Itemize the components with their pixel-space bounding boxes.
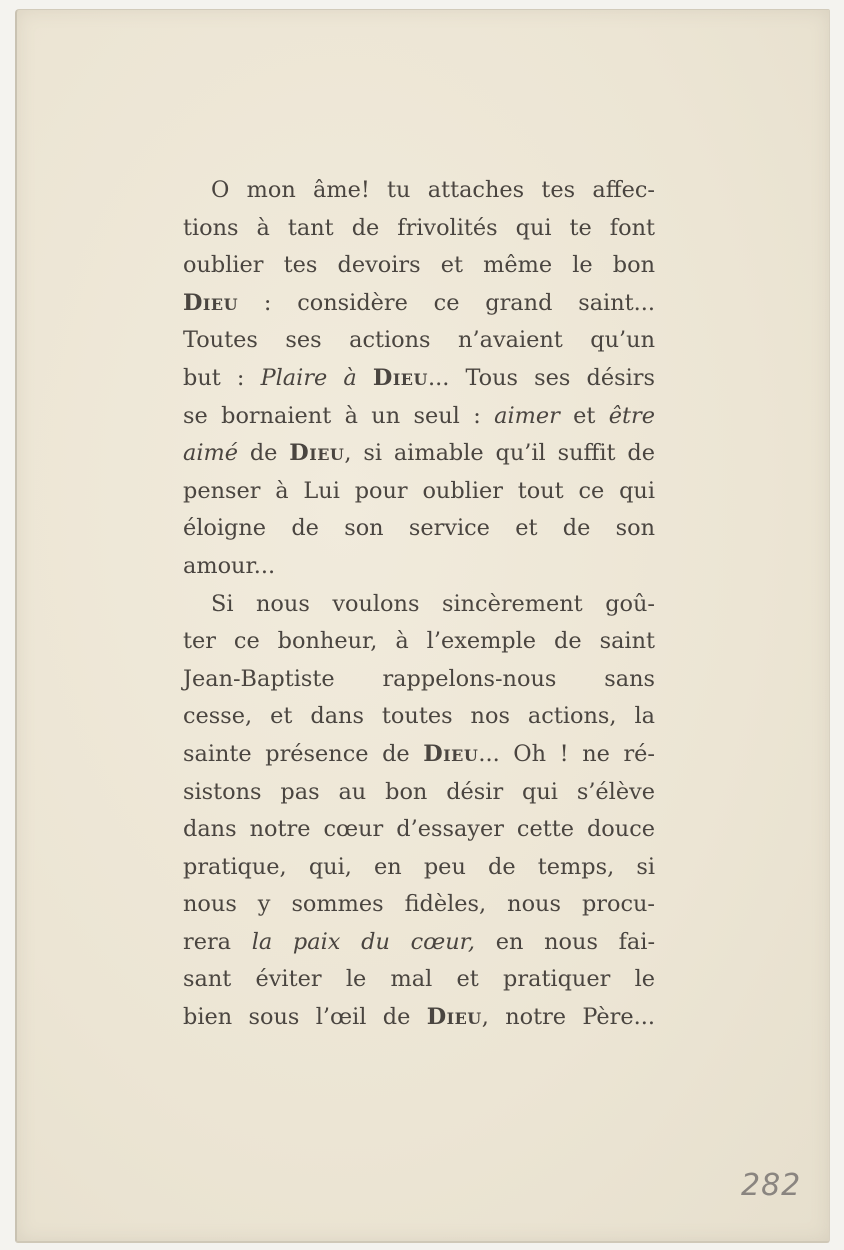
text-run: O mon âme! tu attaches (211, 177, 542, 203)
text-run: Si nous voulons sincèrement goû- (211, 590, 655, 617)
divine-name: Dieu (372, 364, 428, 391)
text-run: pratique, qui, en peu de temps, si (183, 853, 655, 880)
text-run: Jean-Baptiste rappelons-nous sans (183, 665, 655, 692)
text-line (183, 285, 655, 323)
text-run: ... Oh ! ne ré- (478, 740, 655, 767)
text-run: bien sous l’œil de (183, 1004, 427, 1031)
divine-name: Dieu (426, 1004, 482, 1031)
text-run: nous y sommes fidèles, nous procu- (183, 891, 655, 918)
text-run: et (559, 402, 609, 429)
text-run: sainte présence de (183, 740, 424, 767)
italic-run: aimé (183, 440, 238, 467)
text-run: se bornaient à un seul : (183, 402, 495, 429)
text-run: sant éviter le mal et pratiquer le (183, 966, 655, 993)
page-number: 282 (741, 1168, 802, 1203)
text-line (183, 774, 655, 812)
text-line (183, 548, 655, 586)
text-line (183, 661, 655, 699)
text-run: ter ce bonheur, à l’exemple de saint (183, 628, 655, 655)
text-run: tes affec- (541, 177, 655, 203)
text-run: : considère ce grand saint... (238, 289, 655, 316)
italic-run: être (608, 402, 655, 429)
text-line (183, 999, 655, 1037)
text-run: oublier tes devoirs et même le bon (183, 252, 655, 279)
text-line (183, 736, 655, 774)
text-line (183, 473, 655, 511)
text-line (183, 322, 655, 360)
text-run: tions à tant de frivolités qui te font (183, 214, 655, 241)
text-run: amour... (183, 552, 276, 579)
text-run: , si aimable qu’il suffit de (344, 440, 655, 467)
text-run: éloigne de son service et de son (183, 515, 655, 542)
text-line (183, 698, 655, 736)
text-line (183, 398, 655, 436)
divine-name: Dieu (423, 740, 479, 767)
text-run: sistons pas au bon désir qui s’élève (183, 778, 655, 805)
text-line (183, 247, 655, 285)
body-text (183, 172, 655, 1037)
text-run: de (238, 440, 290, 467)
text-line (183, 811, 655, 849)
text-run (357, 365, 373, 391)
text-line (183, 586, 655, 624)
text-run: dans notre cœur d’essayer cette douce (183, 816, 655, 843)
text-run: rera (183, 928, 252, 955)
text-line (183, 961, 655, 999)
italic-run: Plaire à (260, 364, 357, 391)
text-run: Toutes ses actions n’avaient qu’un (183, 327, 655, 354)
text-line (183, 510, 655, 548)
text-run: penser à Lui pour oublier tout ce qui (183, 477, 655, 504)
text-line (183, 210, 655, 248)
text-run: en nous fai- (475, 928, 656, 955)
text-line (183, 886, 655, 924)
text-run: but : (183, 364, 261, 391)
italic-run: la paix du cœur, (251, 928, 476, 955)
text-run: , notre Père... (481, 1004, 655, 1031)
text-run: ... Tous ses désirs (427, 364, 655, 391)
divine-name: Dieu (289, 440, 345, 467)
divine-name: Dieu (183, 289, 239, 316)
text-line (183, 172, 655, 210)
text-line (183, 924, 655, 962)
text-line (183, 360, 655, 398)
text-run: cesse, et dans toutes nos actions, la (183, 703, 655, 730)
text-line (183, 435, 655, 473)
text-line (183, 623, 655, 661)
italic-run: aimer (494, 402, 560, 429)
text-line (183, 849, 655, 887)
